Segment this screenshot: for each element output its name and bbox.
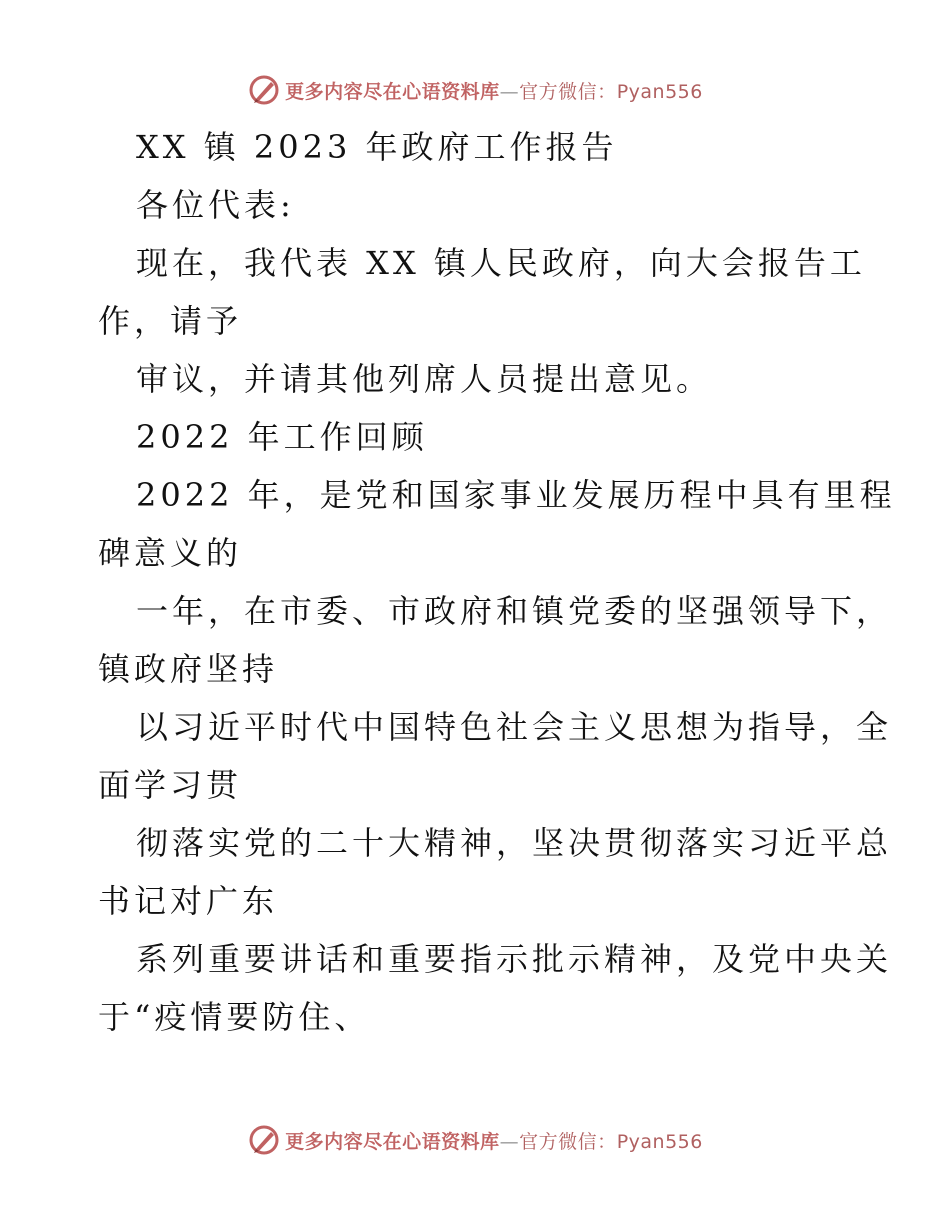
- paragraph-line: 现在，我代表 XX 镇人民政府，向大会报告工: [136, 244, 866, 282]
- watermark-separator: —: [499, 80, 520, 103]
- watermark-separator: —: [499, 1130, 520, 1153]
- paragraph-line: 镇政府坚持: [98, 650, 279, 688]
- paragraph-line: 彻落实党的二十大精神，坚决贯彻落实习近平总: [136, 824, 893, 862]
- watermark-wechat-id: Pyan556: [616, 80, 703, 103]
- pen-logo-icon: [247, 1123, 281, 1157]
- document-body: [98, 118, 896, 1046]
- paragraph-line: 碑意义的: [98, 534, 243, 572]
- watermark-wechat-label: 官方微信：: [519, 1130, 617, 1153]
- watermark-text: [285, 77, 703, 104]
- document-title: XX 镇 2023 年政府工作报告: [136, 128, 618, 166]
- paragraph-line: 面学习贯: [98, 766, 243, 804]
- salutation: 各位代表:: [136, 186, 295, 224]
- paragraph-line: 以习近平时代中国特色社会主义思想为指导，全: [136, 708, 893, 746]
- watermark-site: 更多内容尽在心语资料库: [285, 80, 500, 103]
- watermark-wechat-id: Pyan556: [616, 1130, 703, 1153]
- paragraph-line: 书记对广东: [98, 882, 279, 920]
- watermark-site: 更多内容尽在心语资料库: [285, 1130, 500, 1153]
- paragraph-line: 作，请予: [98, 302, 243, 340]
- pen-logo-icon: [247, 73, 281, 107]
- paragraph-line: 于“疫情要防住、: [98, 998, 371, 1036]
- watermark-text: [285, 1127, 703, 1154]
- section-heading: 2022 年工作回顾: [136, 418, 428, 456]
- footer-watermark: [0, 1120, 950, 1160]
- paragraph-line: 审议，并请其他列席人员提出意见。: [136, 360, 713, 398]
- paragraph-line: 2022 年，是党和国家事业发展历程中具有里程: [136, 476, 896, 514]
- paragraph-line: 一年，在市委、市政府和镇党委的坚强领导下，: [136, 592, 893, 630]
- header-watermark: [0, 70, 950, 110]
- paragraph-line: 系列重要讲话和重要指示批示精神，及党中央关: [136, 940, 893, 978]
- watermark-wechat-label: 官方微信：: [519, 80, 617, 103]
